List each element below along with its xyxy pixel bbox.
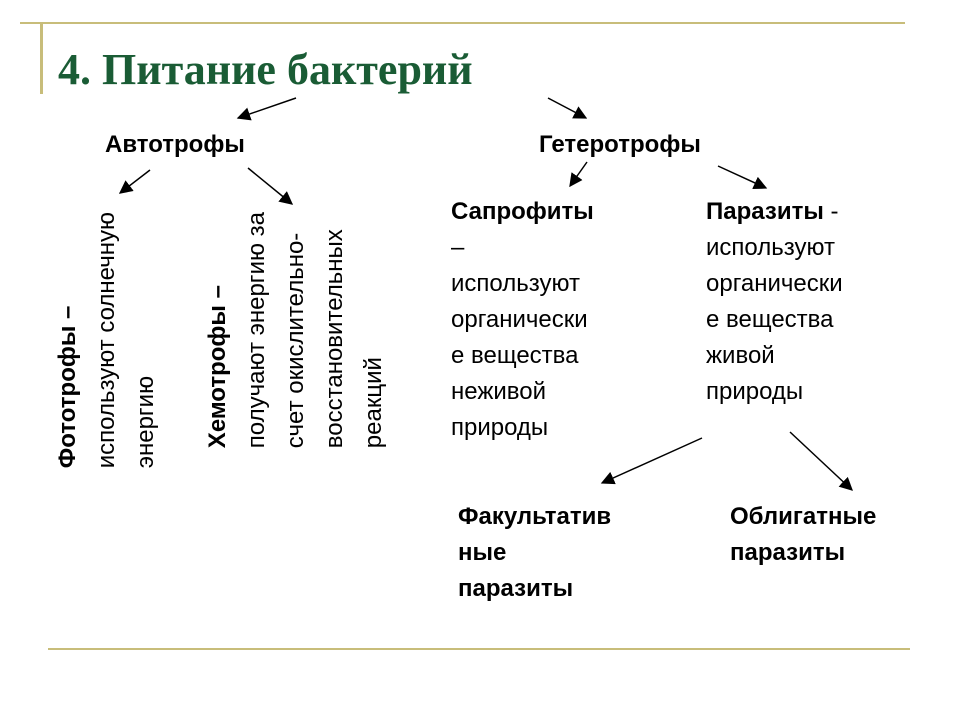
arrow-parasites-to-facultative xyxy=(602,438,702,483)
facultative-line-1: Факультатив xyxy=(458,503,612,530)
obligate-line-2: паразиты xyxy=(730,539,846,566)
chemotrophs-desc-line-3: восстановительных xyxy=(321,229,348,449)
parasites-desc-line-5: природы xyxy=(706,378,804,405)
arrow-heterotrophs-to-parasites xyxy=(718,166,766,188)
parasites-desc-line-2: органически xyxy=(706,270,843,297)
parasites-block xyxy=(706,194,843,410)
saprophytes-desc-line-4: е вещества xyxy=(451,342,579,369)
parasites-desc-line-1: используют xyxy=(706,234,835,261)
parasites-desc-line-4: живой xyxy=(706,342,775,369)
autotrophs-label: Автотрофы xyxy=(105,131,245,158)
facultative-line-3: паразиты xyxy=(458,575,574,602)
phototrophs-desc-line-2: энергию xyxy=(132,375,159,469)
facultative-line-2: ные xyxy=(458,539,507,566)
facultative-parasites-block xyxy=(458,499,611,607)
saprophytes-desc-line-1: – xyxy=(451,234,465,261)
parasites-desc-line-3: е вещества xyxy=(706,306,834,333)
page-title: 4. Питание бактерий xyxy=(58,45,473,94)
heterotrophs-label: Гетеротрофы xyxy=(539,131,701,158)
saprophytes-desc-line-2: используют xyxy=(451,270,580,297)
chemotrophs-name: Хемотрофы – xyxy=(204,285,231,449)
arrow-title-to-autotrophs xyxy=(238,98,296,118)
chemotrophs-block xyxy=(198,212,393,448)
arrow-title-to-heterotrophs xyxy=(548,98,586,118)
obligate-line-1: Облигатные xyxy=(730,503,877,530)
chemotrophs-desc-line-2: счет окислительно- xyxy=(282,232,309,449)
arrow-autotrophs-to-phototrophs xyxy=(120,170,150,193)
phototrophs-desc-line-1: используют солнечную xyxy=(93,212,120,469)
saprophytes-name: Сапрофиты xyxy=(451,198,594,225)
saprophytes-desc-line-3: органически xyxy=(451,306,588,333)
phototrophs-name: Фототрофы – xyxy=(54,305,81,469)
arrow-heterotrophs-to-saprophytes xyxy=(570,162,587,186)
saprophytes-block xyxy=(451,194,594,446)
chemotrophs-desc-line-4: реакций xyxy=(360,357,387,449)
parasites-name: Паразиты xyxy=(706,198,824,225)
obligate-parasites-block xyxy=(730,499,876,571)
saprophytes-desc-line-6: природы xyxy=(451,414,549,441)
chemotrophs-desc-line-1: получают энергию за xyxy=(243,212,270,449)
parasites-dash: - xyxy=(823,198,839,225)
phototrophs-block xyxy=(48,212,165,468)
saprophytes-desc-line-5: неживой xyxy=(451,378,547,405)
arrow-parasites-to-obligate xyxy=(790,432,852,490)
arrow-autotrophs-to-chemotrophs xyxy=(248,168,292,204)
